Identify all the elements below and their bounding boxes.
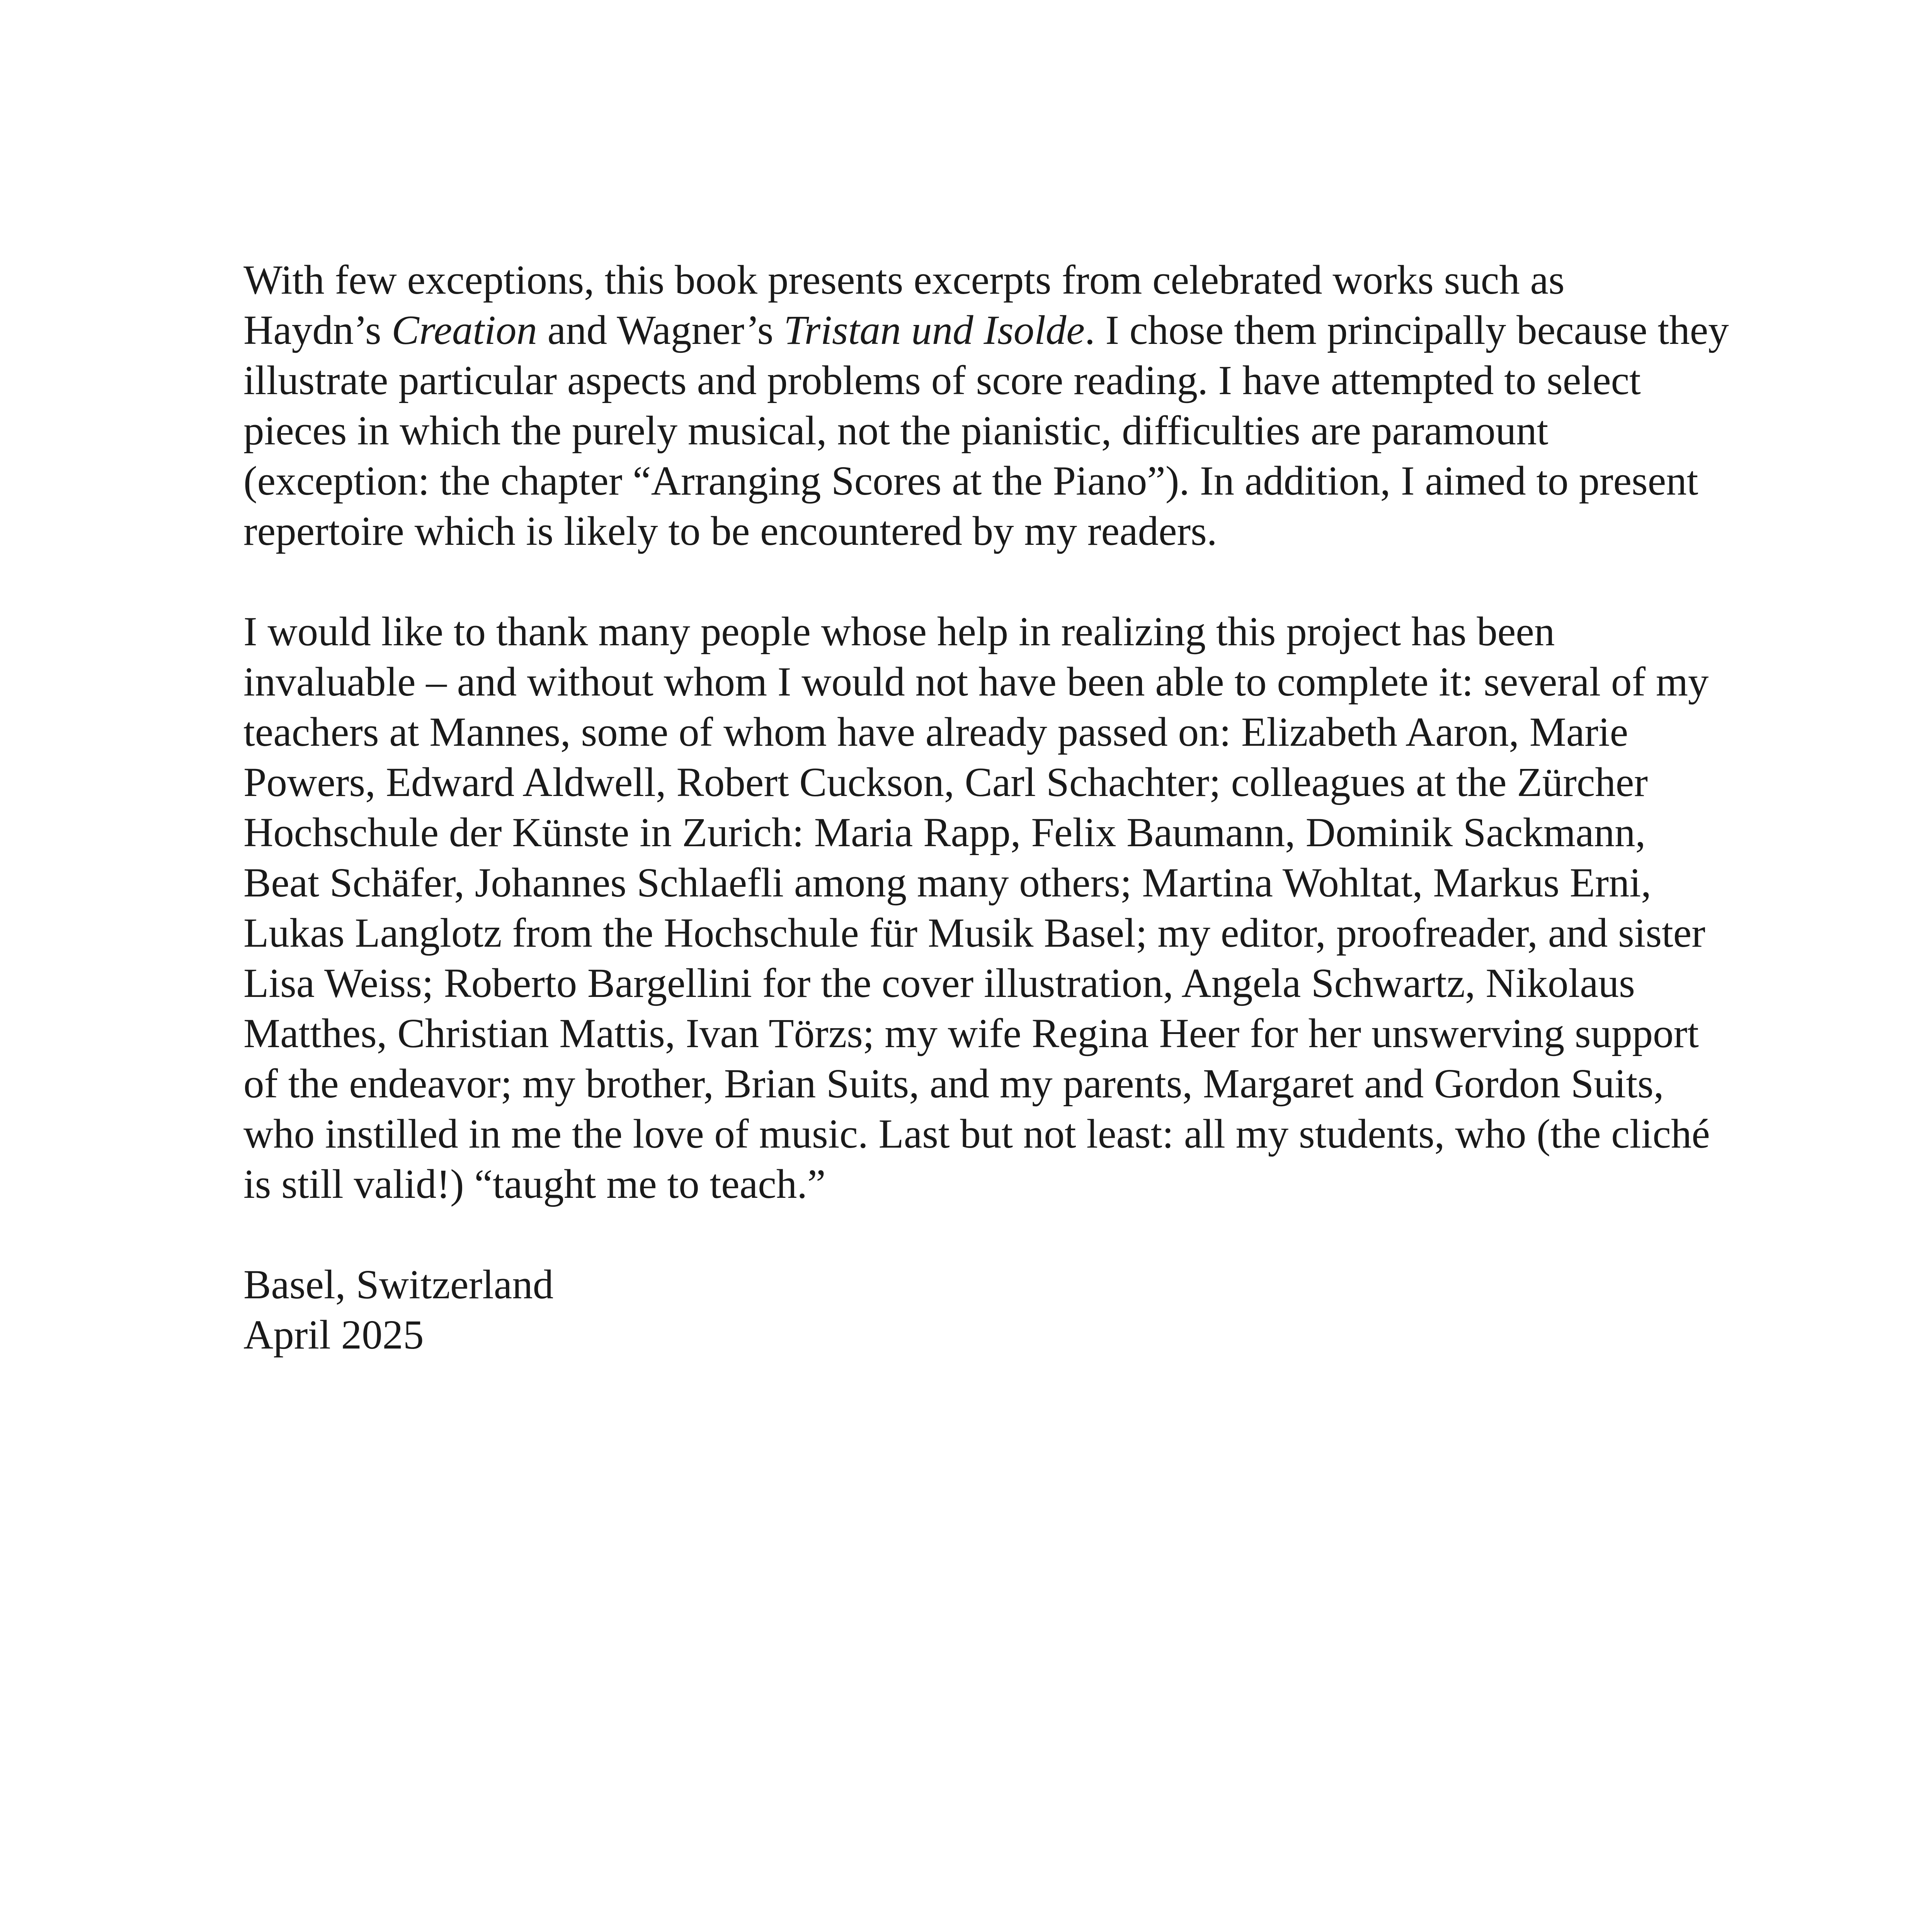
paragraph-line: With few exceptions, this book presents excerpts from celebrated works such as: [243, 257, 1565, 303]
text-body: [243, 255, 1789, 1360]
paragraph-line: Lukas Langlotz from the Hochschule für Musik Basel; my editor, proofreader, and sister: [243, 910, 1705, 956]
paragraph-line: invaluable – and without whom I would not have been able to complete it: several of my: [243, 659, 1709, 705]
paragraph-intro: [243, 255, 1789, 556]
work-title-tristan: Tristan und Isolde: [784, 308, 1085, 353]
signature-block: [243, 1260, 1789, 1360]
paragraph-line: teachers at Mannes, some of whom have already passed on: Elizabeth Aaron, Marie: [243, 709, 1628, 755]
paragraph-line: repertoire which is likely to be encountered by my readers.: [243, 509, 1217, 554]
text-run: . I chose them principally because they: [1084, 308, 1729, 353]
paragraph-line: Matthes, Christian Mattis, Ivan Törzs; my wife Regina Heer for her unswerving support: [243, 1011, 1699, 1056]
text-run: Haydn’s: [243, 308, 392, 353]
paragraph-line: Lisa Weiss; Roberto Bargellini for the cover illustration, Angela Schwartz, Nikolaus: [243, 961, 1635, 1006]
signature-date: April 2025: [243, 1312, 424, 1358]
paragraph-line: pieces in which the purely musical, not the pianistic, difficulties are paramount: [243, 408, 1548, 454]
paragraph-line: Powers, Edward Aldwell, Robert Cuckson, Carl Schachter; colleagues at the Zürcher: [243, 760, 1648, 805]
paragraph-spacer: [243, 556, 1789, 607]
paragraph-line: illustrate particular aspects and problems of score reading. I have attempted to select: [243, 358, 1641, 403]
paragraph-line: Beat Schäfer, Johannes Schlaefli among many others; Martina Wohltat, Markus Erni,: [243, 860, 1652, 906]
paragraph-line: [243, 305, 1789, 355]
text-run: and Wagner’s: [537, 308, 784, 353]
paragraph-acknowledgements: [243, 607, 1789, 1209]
paragraph-line: who instilled in me the love of music. Last but not least: all my students, who (the cliché: [243, 1111, 1710, 1157]
paragraph-line: I would like to thank many people whose help in realizing this project has been: [243, 609, 1555, 655]
paragraph-spacer: [243, 1209, 1789, 1260]
paragraph-line: is still valid!) “taught me to teach.”: [243, 1162, 826, 1207]
signature-place: Basel, Switzerland: [243, 1262, 554, 1308]
paragraph-line: of the endeavor; my brother, Brian Suits, and my parents, Margaret and Gordon Suits,: [243, 1061, 1664, 1107]
work-title-creation: Creation: [391, 308, 537, 353]
paragraph-line: Hochschule der Künste in Zurich: Maria Rapp, Felix Baumann, Dominik Sackmann,: [243, 810, 1646, 855]
paragraph-line: (exception: the chapter “Arranging Scores at the Piano”). In addition, I aimed to present: [243, 458, 1698, 504]
